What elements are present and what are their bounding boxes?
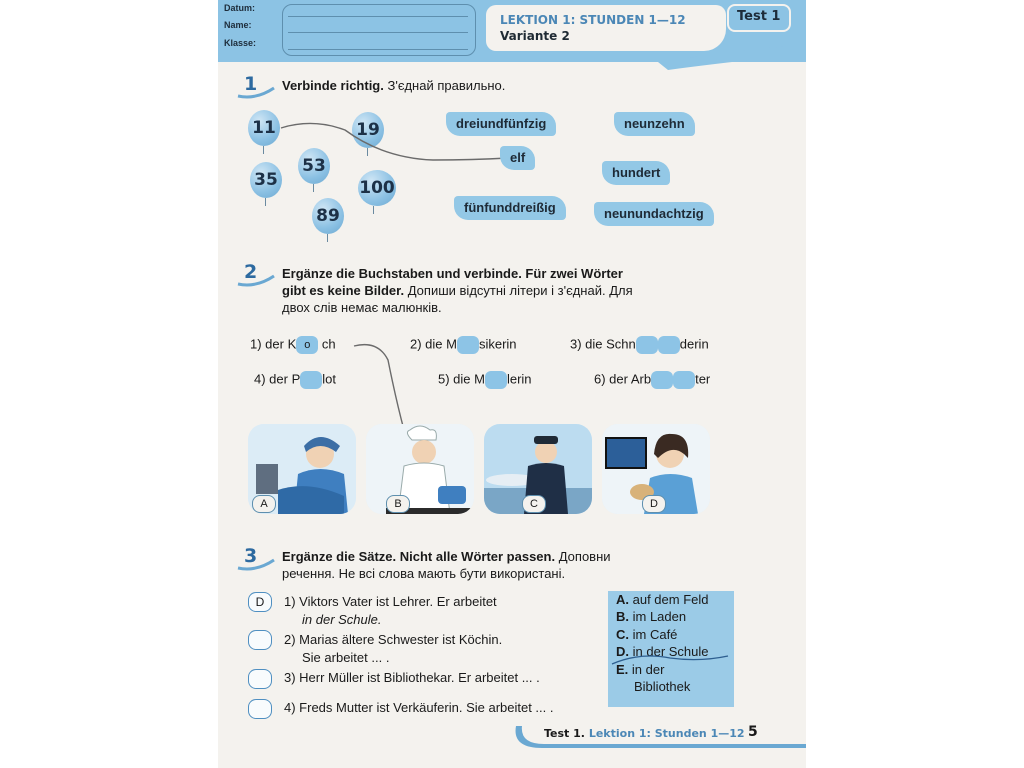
sentence-4: 4) Freds Mutter ist Verkäuferin. Sie arbeitet ... .	[284, 700, 554, 715]
fill-item-3: 3) die Schn derin	[570, 336, 709, 354]
picture-label-b: B	[386, 495, 410, 513]
fill-item-6: 6) der Arb ter	[594, 371, 710, 389]
klasse-label: Klasse:	[224, 38, 257, 48]
name-label: Name:	[224, 20, 252, 30]
word-neunzehn[interactable]: neunzehn	[614, 112, 695, 136]
word-neunundachtzig[interactable]: neunundachtzig	[594, 202, 714, 226]
word-fuenfunddreissig[interactable]: fünfunddreißig	[454, 196, 566, 220]
sentence-3: 3) Herr Müller ist Bibliothekar. Er arbeitet ... .	[284, 670, 540, 685]
task-2-instruction: Ergänze die Buchstaben und verbinde. Für zwei Wörter gibt es keine Bilder. Допиши відсутні літери і з'єднай. Для двох слів немає малюнків.	[282, 266, 633, 315]
task-2-swoosh	[236, 274, 276, 288]
task-3-swoosh	[236, 558, 276, 572]
picture-label-c: C	[522, 495, 546, 513]
letter-gap[interactable]	[636, 336, 658, 354]
klasse-field[interactable]	[288, 49, 468, 50]
task-2-number: 2	[244, 261, 258, 283]
answer-box-2[interactable]	[248, 630, 272, 650]
letter-gap[interactable]	[651, 371, 673, 389]
datum-label: Datum:	[224, 3, 255, 13]
letter-gap[interactable]	[300, 371, 322, 389]
option-d-strike	[610, 648, 730, 668]
sentence-2: 2) Marias ältere Schwester ist Köchin. Sie arbeitet ... .	[284, 632, 503, 665]
footer-text: Test 1. Lektion 1: Stunden 1—12	[544, 727, 745, 740]
lesson-title: LEKTION 1: STUNDEN 1—12	[500, 13, 686, 27]
test-badge: Test 1	[727, 4, 791, 32]
answer-box-1[interactable]: D	[248, 592, 272, 612]
page-number: 5	[748, 724, 758, 740]
option-c: C. im Café	[616, 626, 678, 642]
balloon-19[interactable]: 19	[352, 112, 384, 148]
letter-gap[interactable]	[485, 371, 507, 389]
letter-gap[interactable]	[658, 336, 680, 354]
word-hundert[interactable]: hundert	[602, 161, 670, 185]
picture-label-a: A	[252, 495, 276, 513]
picture-b-cook[interactable]	[366, 424, 474, 514]
balloon-11[interactable]: 11	[248, 110, 280, 146]
answer-box-3[interactable]	[248, 669, 272, 689]
task-3-number: 3	[244, 545, 258, 567]
worksheet-page	[218, 0, 806, 768]
letter-gap[interactable]	[457, 336, 479, 354]
fill-item-2: 2) die M sikerin	[410, 336, 517, 354]
datum-field[interactable]	[288, 16, 468, 17]
word-elf[interactable]: elf	[500, 146, 535, 170]
balloon-53[interactable]: 53	[298, 148, 330, 184]
fill-item-4: 4) der P lot	[254, 371, 336, 389]
letter-gap[interactable]: o	[296, 336, 318, 354]
task-1-swoosh	[236, 86, 276, 100]
option-d: D. in der Schule	[616, 644, 709, 660]
balloon-89[interactable]: 89	[312, 198, 344, 234]
picture-label-d: D	[642, 495, 666, 513]
variante-label: Variante 2	[500, 29, 570, 43]
word-dreiundfuenfzig[interactable]: dreiundfünfzig	[446, 112, 556, 136]
option-b: B. im Laden	[616, 609, 687, 625]
sentence-1: 1) Viktors Vater ist Lehrer. Er arbeitet in der Schule.	[284, 594, 497, 627]
name-field[interactable]	[288, 32, 468, 33]
task-1-instruction: Verbinde richtig. З'єднай правильно.	[282, 78, 506, 93]
balloon-100[interactable]: 100	[358, 170, 396, 206]
balloon-35[interactable]: 35	[250, 162, 282, 198]
task-1-number: 1	[244, 73, 258, 95]
letter-gap[interactable]	[673, 371, 695, 389]
fill-item-1: 1) der K o ch	[250, 336, 336, 354]
fill-item-5: 5) die M lerin	[438, 371, 532, 389]
option-e: E. in der	[616, 661, 665, 677]
answer-box-4[interactable]	[248, 699, 272, 719]
task-3-instruction: Ergänze die Sätze. Nicht alle Wörter passen. Доповни речення. Не всі слова мають бути використані.	[282, 549, 611, 581]
option-a: A. auf dem Feld	[616, 592, 709, 607]
option-e-cont: Bibliothek	[634, 679, 691, 695]
header-swoosh	[658, 40, 806, 80]
